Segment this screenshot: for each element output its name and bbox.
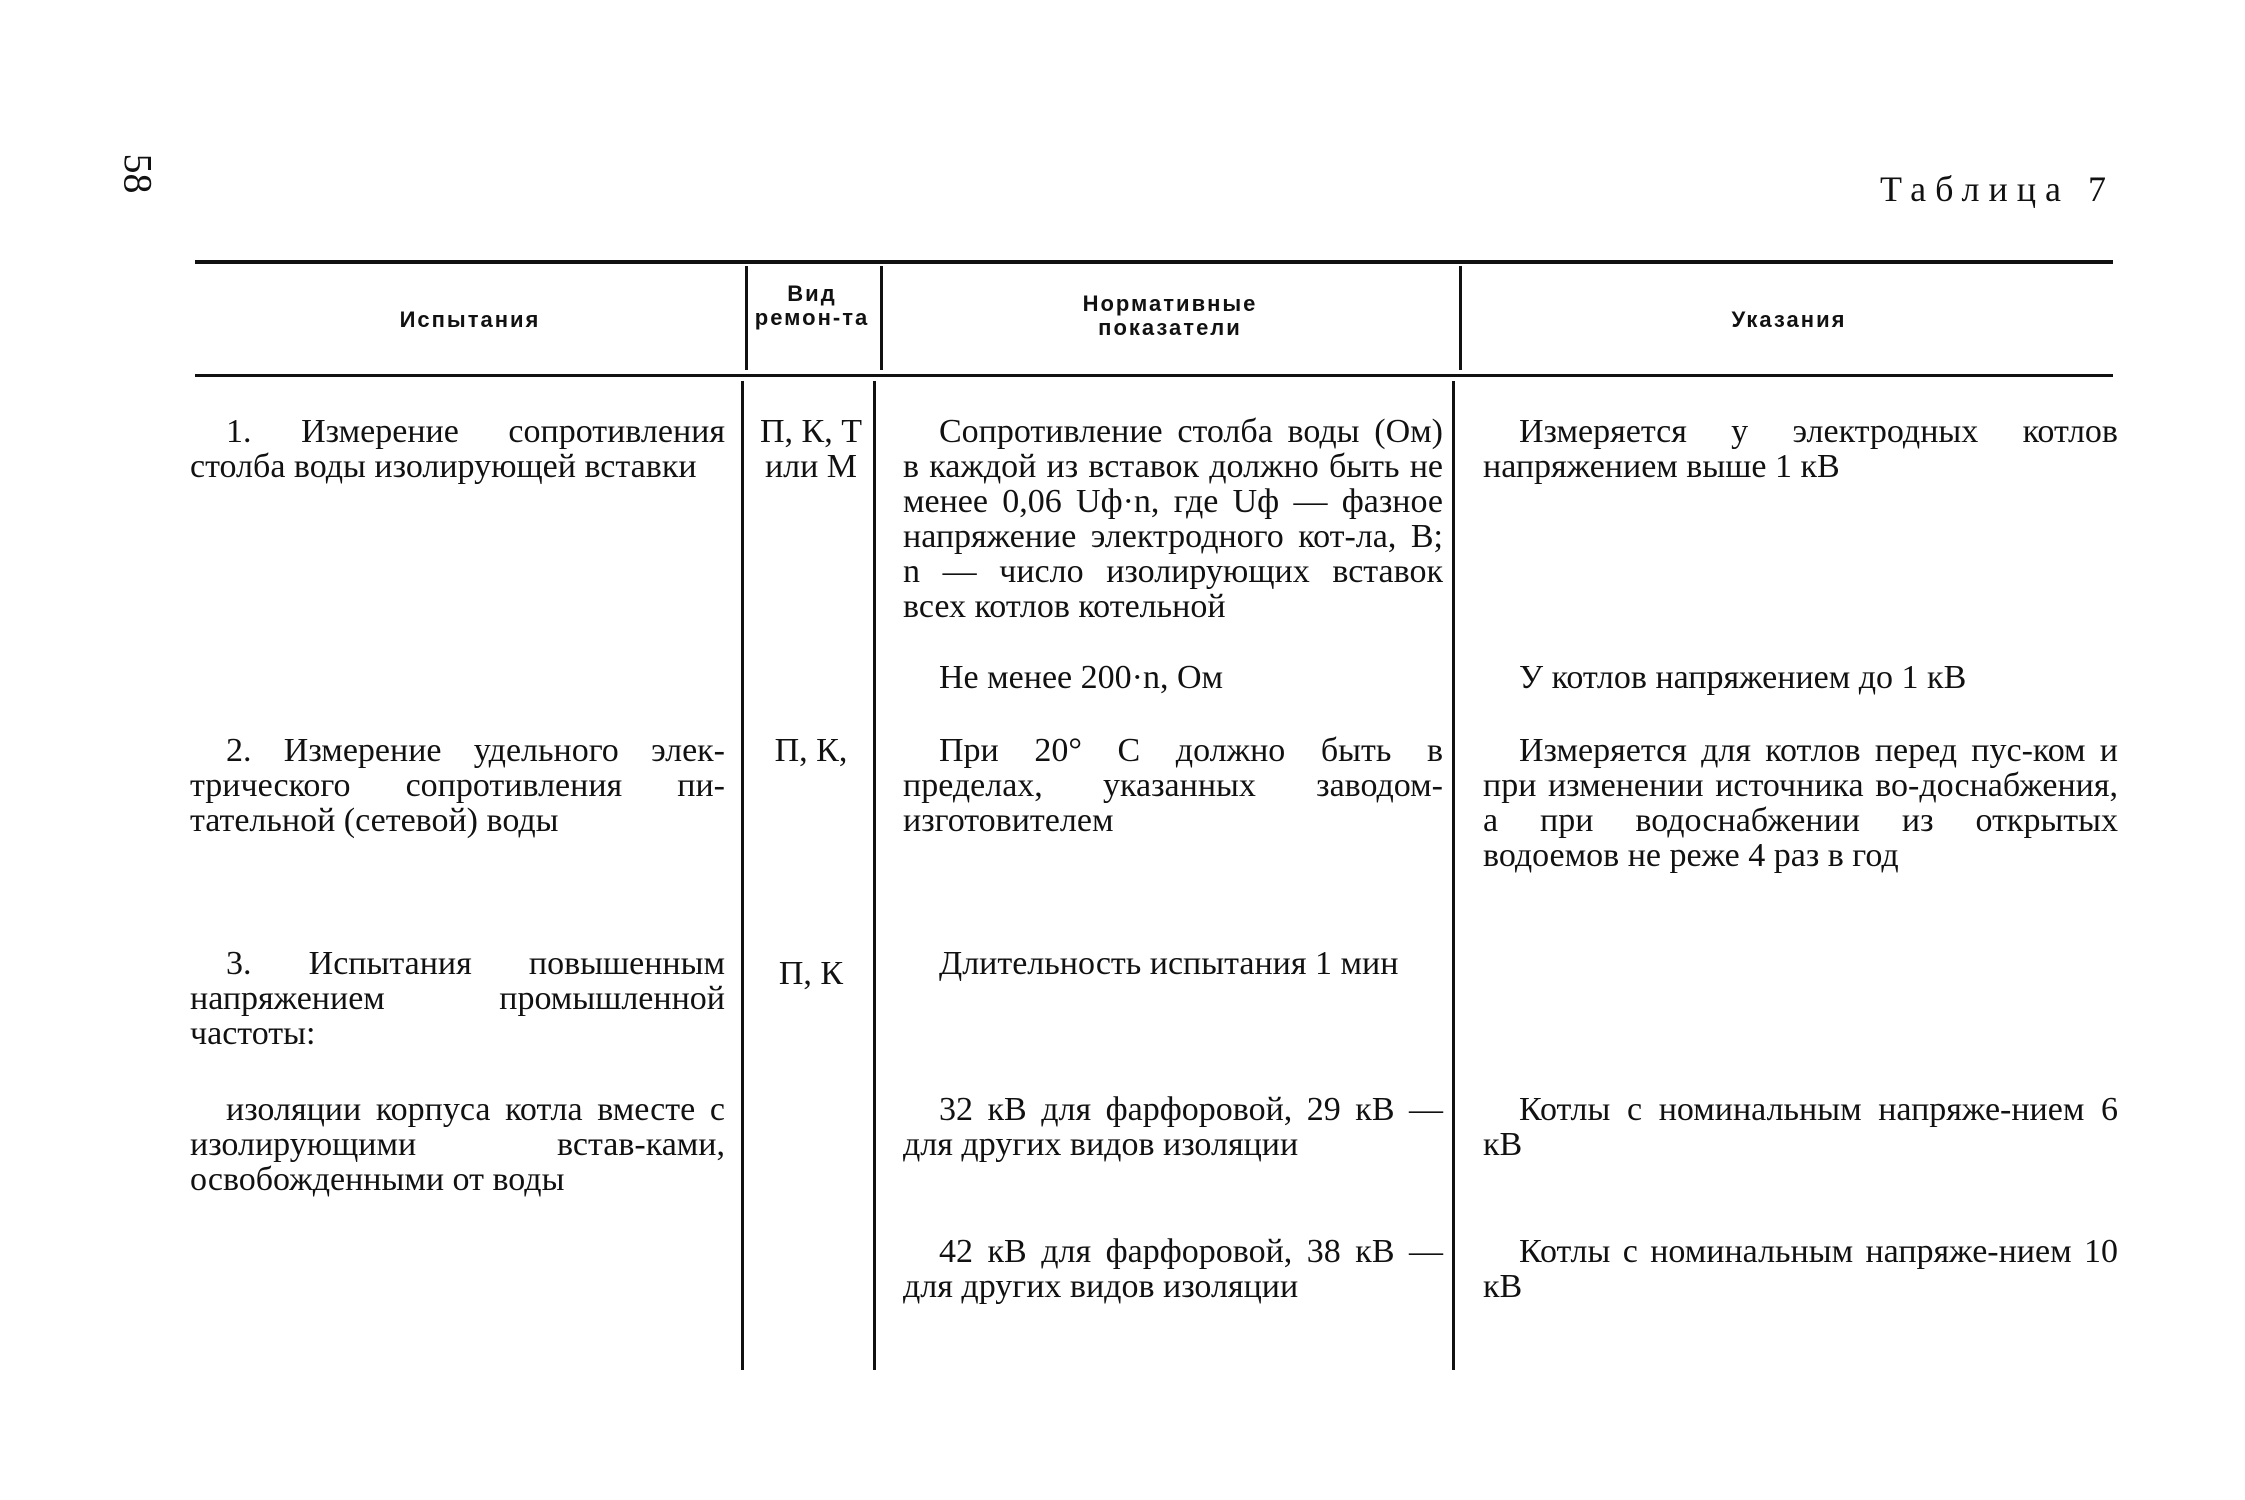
- row3a-norm: 32 кВ для фарфоровой, 29 кВ — для других видов изоляции: [903, 1091, 1443, 1163]
- row1-repair: П, К, Т или М: [760, 413, 862, 485]
- row3a-test: изоляции корпуса котла вместе с изолирующими встав-ками, освобожденными от воды: [190, 1091, 725, 1198]
- header-divider-3: [1459, 266, 1462, 370]
- body-divider-1: [741, 381, 744, 1370]
- body-divider-3: [1452, 381, 1455, 1370]
- header-bottom-rule: [195, 374, 2113, 377]
- row1b-instruction: У котлов напряжением до 1 кВ: [1519, 659, 1967, 696]
- row3b-norm: 42 кВ для фарфоровой, 38 кВ — для других видов изоляции: [903, 1233, 1443, 1305]
- row2-repair: П, К,: [774, 732, 848, 769]
- page-number: 58: [115, 153, 161, 194]
- row3b-instruction: Котлы с номинальным напряже-нием 10 кВ: [1483, 1233, 2118, 1305]
- header-instructions: Указания: [1731, 307, 1847, 332]
- row2-instruction: Измеряется для котлов перед пус-ком и при изменении источника во-доснабжения, а при водоснабжении из открытых водоемов не реже 4 раз в год: [1483, 732, 2118, 874]
- row3-repair: П, К: [778, 955, 844, 992]
- header-tests: Испытания: [399, 307, 541, 332]
- row1b-norm: Не менее 200·n, Ом: [939, 659, 1224, 696]
- row1-norm: Сопротивление столба воды (Ом) в каждой из вставок должно быть не менее 0,06 Uф·n, где Uф — фазное напряжение электродного кот-ла, В; n — число изолирующих вставок всех котлов котельной: [903, 413, 1443, 625]
- row2-test: 2. Измерение удельного элек-трического сопротивления пи-тательной (сетевой) воды: [190, 732, 725, 839]
- header-normative: Нормативные показатели: [1082, 291, 1258, 340]
- row1-test: 1. Измерение сопротивления столба воды изолирующей вставки: [190, 413, 725, 485]
- table-title: Таблица 7: [1880, 169, 2115, 209]
- row2-norm: При 20° С должно быть в пределах, указанных заводом-изготовителем: [903, 732, 1443, 839]
- header-divider-2: [880, 266, 883, 370]
- row3a-instruction: Котлы с номинальным напряже-нием 6 кВ: [1483, 1091, 2118, 1163]
- table-top-rule: [195, 260, 2113, 264]
- header-divider-1: [745, 266, 748, 370]
- header-repair-type: Вид ремон-та: [754, 281, 870, 330]
- row3-test: 3. Испытания повышенным напряжением промышленной частоты:: [190, 945, 725, 1052]
- row1-instruction: Измеряется у электродных котлов напряжением выше 1 кВ: [1483, 413, 2118, 485]
- row3-norm: Длительность испытания 1 мин: [939, 945, 1399, 982]
- body-divider-2: [873, 381, 876, 1370]
